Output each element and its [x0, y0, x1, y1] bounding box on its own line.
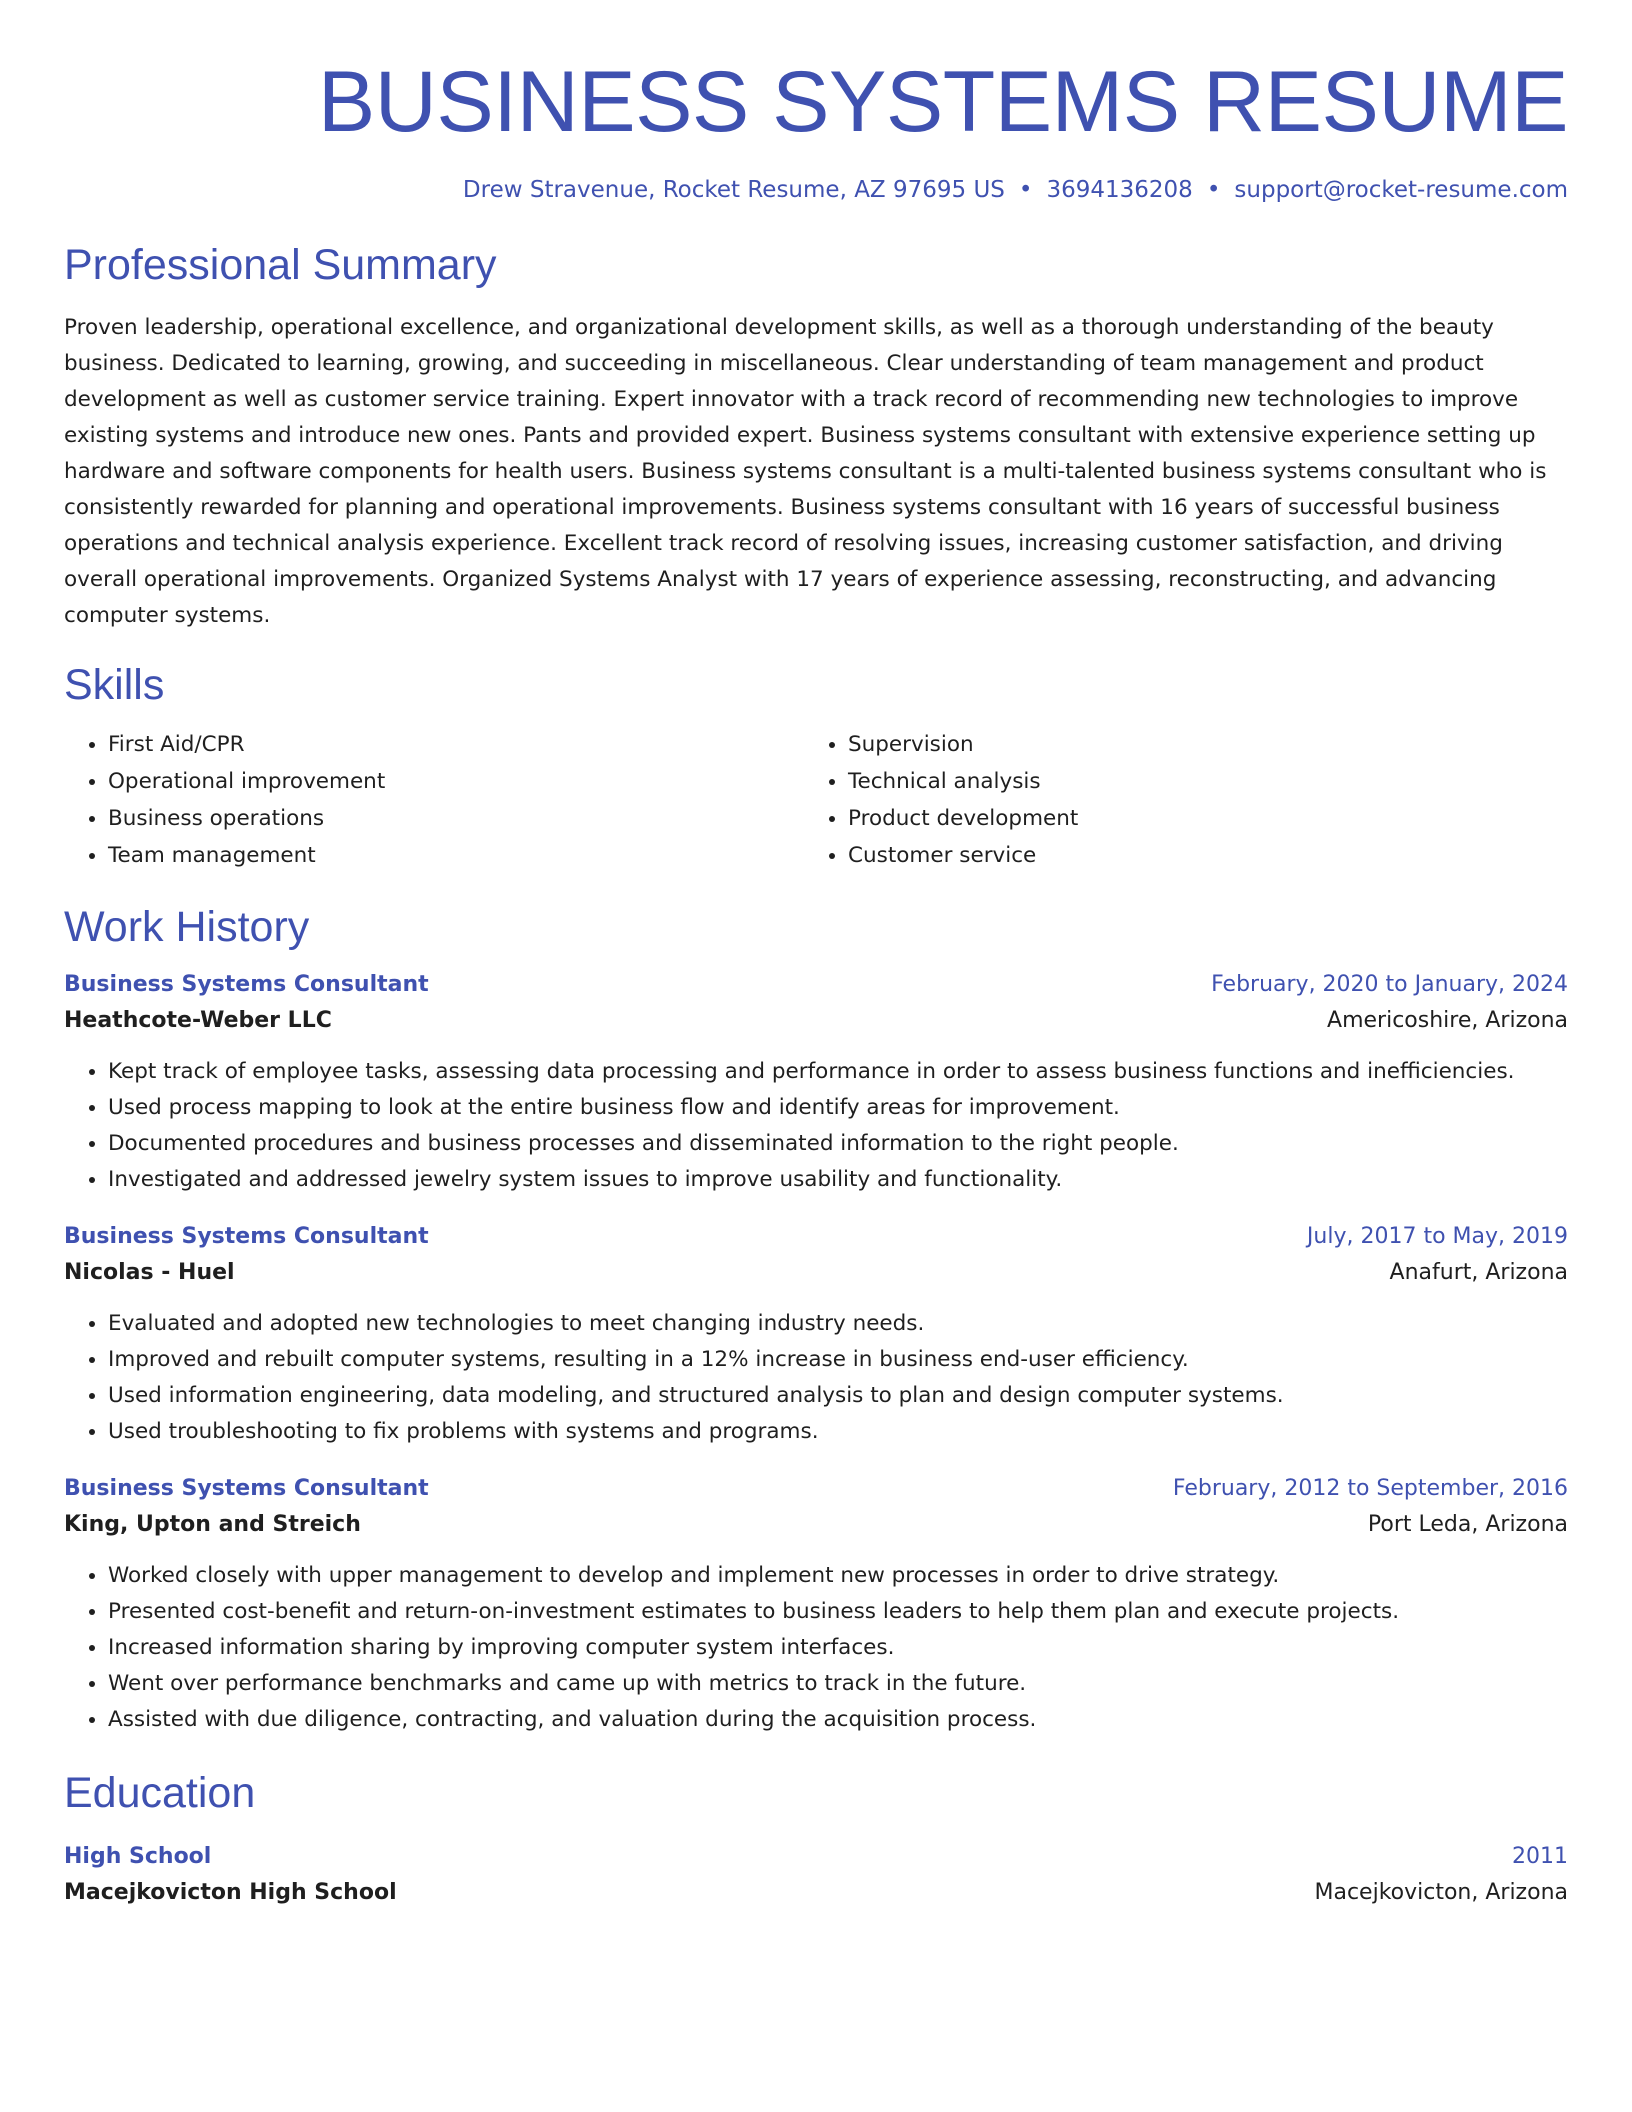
skill-item: • Product development — [848, 800, 1544, 837]
job-bullet: • Investigated and addressed jewelry system issues to improve usability and functionality. — [108, 1162, 1568, 1198]
job-bullet: • Presented cost-benefit and return-on-investment estimates to business leaders to help them plan and execute projects. — [108, 1594, 1568, 1630]
company-name: King, Upton and Streich — [64, 1512, 361, 1537]
contact-address: Drew Stravenue, Rocket Resume, AZ 97695 US — [462, 177, 1005, 203]
job-header — [64, 1220, 1568, 1254]
job-subheader — [64, 1002, 1568, 1040]
job-location: Port Leda, Arizona — [1367, 1512, 1568, 1537]
resume-title: BUSINESS SYSTEMS RESUME — [317, 54, 1568, 150]
school-location: Macejkovicton, Arizona — [1314, 1880, 1568, 1905]
contact-separator: • — [1018, 177, 1033, 203]
job-location: Anafurt, Arizona — [1389, 1260, 1568, 1285]
job-entry — [64, 1472, 1568, 1738]
job-location: Americoshire, Arizona — [1327, 1008, 1568, 1033]
education-header — [64, 1840, 1568, 1874]
skills-heading: Skills — [64, 661, 165, 709]
job-subheader — [64, 1254, 1568, 1292]
job-title: Business Systems Consultant — [64, 972, 429, 997]
job-bullet: • Used process mapping to look at the entire business flow and identify areas for improvement. — [108, 1090, 1568, 1126]
skills-column-right — [804, 726, 1544, 874]
job-bullet: • Went over performance benchmarks and came up with metrics to track in the future. — [108, 1666, 1568, 1702]
summary-text: Proven leadership, operational excellence, and organizational development skills, as well as a thorough understanding of the beauty business. Dedicated to learning, growing, and succeeding in miscellaneous. Clear understanding of team management and product development as well as customer service training. Expert innovator with a track record of recommending new technologies to improve existing systems and introduce new ones. Pants and provided expert. Business systems consultant with extensive experience setting up hardware and software components for health users. Business systems consultant is a multi-talented business systems consultant who is consistently rewarded for planning and operational improvements. Business systems consultant with 16 years of successful business operations and technical analysis experience. Excellent track record of resolving issues, increasing customer satisfaction, and driving overall operational improvements. Organized Systems Analyst with 17 years of experience assessing, reconstructing, and advancing computer systems. — [64, 315, 1547, 628]
work-history-heading: Work History — [64, 903, 310, 951]
job-bullet: • Assisted with due diligence, contracting, and valuation during the acquisition process. — [108, 1702, 1568, 1738]
job-header — [64, 968, 1568, 1002]
company-name: Nicolas - Huel — [64, 1260, 235, 1285]
job-bullets — [64, 1558, 1568, 1738]
job-entry — [64, 1220, 1568, 1450]
job-dates: February, 2020 to January, 2024 — [1211, 972, 1568, 997]
job-bullet: • Worked closely with upper management to develop and implement new processes in order to drive strategy. — [108, 1558, 1568, 1594]
job-header — [64, 1472, 1568, 1506]
job-dates: July, 2017 to May, 2019 — [1306, 1224, 1568, 1249]
job-entry — [64, 968, 1568, 1198]
job-bullet: • Improved and rebuilt computer systems, resulting in a 12% increase in business end-user efficiency. — [108, 1342, 1568, 1378]
contact-line — [64, 174, 1568, 206]
skills-list — [64, 726, 1568, 874]
skill-item: • Business operations — [108, 800, 804, 837]
company-name: Heathcote-Weber LLC — [64, 1008, 332, 1033]
job-bullets — [64, 1054, 1568, 1198]
contact-separator: • — [1206, 177, 1221, 203]
job-bullet: • Increased information sharing by improving computer system interfaces. — [108, 1630, 1568, 1666]
job-bullets — [64, 1306, 1568, 1450]
job-bullet: • Evaluated and adopted new technologies to meet changing industry needs. — [108, 1306, 1568, 1342]
contact-email: support@rocket-resume.com — [1234, 177, 1568, 203]
job-bullet: • Documented procedures and business processes and disseminated information to the right people. — [108, 1126, 1568, 1162]
graduation-year: 2011 — [1512, 1844, 1568, 1869]
job-bullet: • Used information engineering, data modeling, and structured analysis to plan and design computer systems. — [108, 1378, 1568, 1414]
skill-item: • Operational improvement — [108, 763, 804, 800]
job-dates: February, 2012 to September, 2016 — [1172, 1476, 1568, 1501]
summary-heading: Professional Summary — [64, 241, 497, 289]
skill-item: • First Aid/CPR — [108, 726, 804, 763]
degree-name: High School — [64, 1844, 212, 1869]
job-bullet: • Kept track of employee tasks, assessing data processing and performance in order to assess business functions and inefficiencies. — [108, 1054, 1568, 1090]
education-heading: Education — [64, 1769, 256, 1817]
skill-item: • Supervision — [848, 726, 1544, 763]
school-name: Macejkovicton High School — [64, 1880, 397, 1905]
skill-item: • Team management — [108, 837, 804, 874]
education-subheader — [64, 1874, 1568, 1912]
job-bullet: • Used troubleshooting to fix problems with systems and programs. — [108, 1414, 1568, 1450]
education-entry — [64, 1840, 1568, 1912]
skills-column-left — [64, 726, 804, 874]
job-title: Business Systems Consultant — [64, 1224, 429, 1249]
skill-item: • Technical analysis — [848, 763, 1544, 800]
skill-item: • Customer service — [848, 837, 1544, 874]
job-title: Business Systems Consultant — [64, 1476, 429, 1501]
job-subheader — [64, 1506, 1568, 1544]
contact-phone: 3694136208 — [1046, 177, 1193, 203]
